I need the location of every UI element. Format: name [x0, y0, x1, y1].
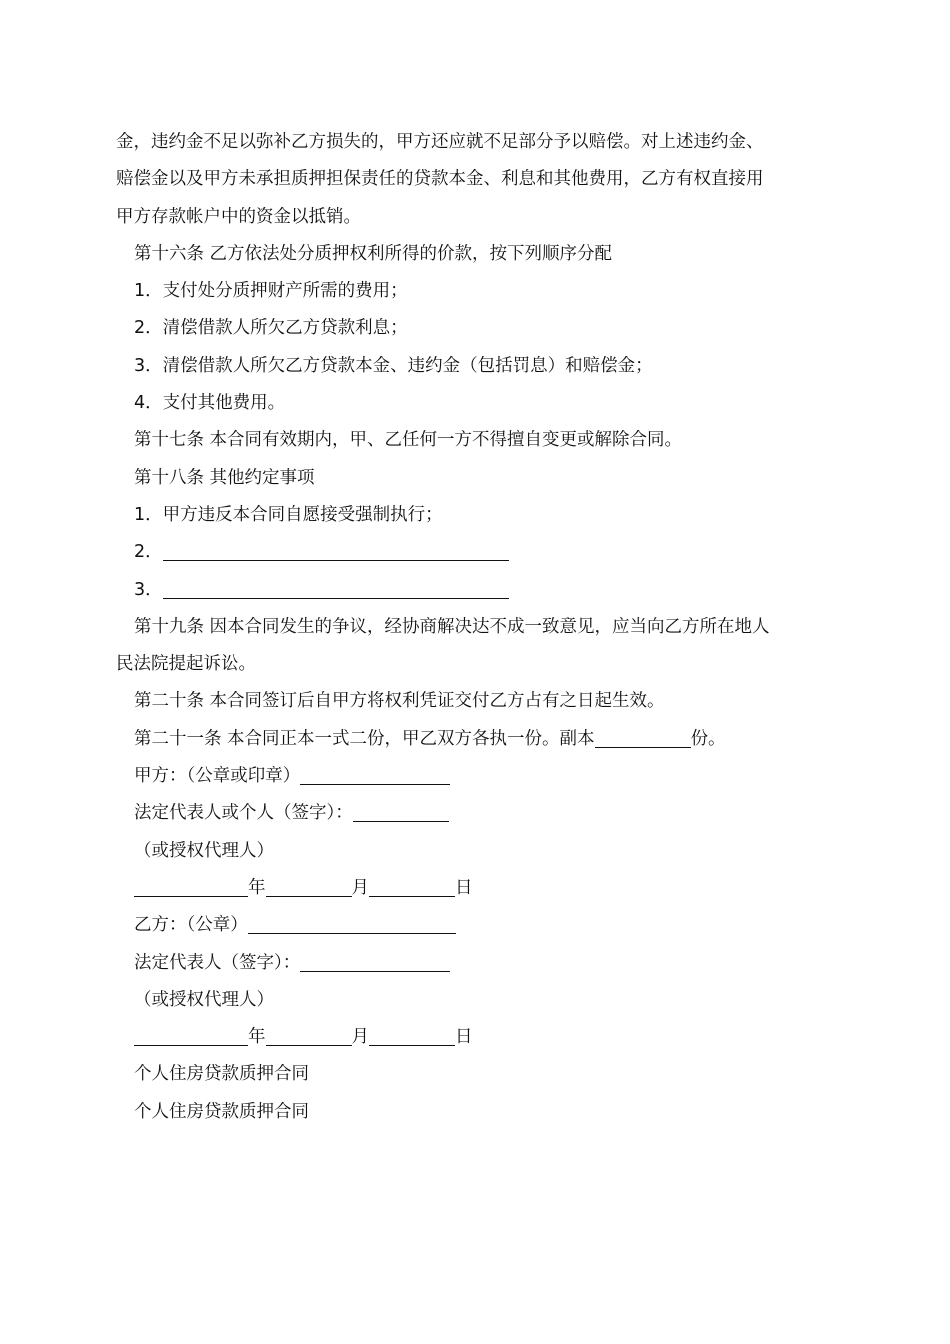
party-b-agent: （或授权代理人）: [134, 989, 274, 1010]
article18-item-2-blank[interactable]: [163, 536, 509, 561]
article16-item-1: 1．支付处分质押财产所需的费用；: [134, 281, 408, 302]
article21: [116, 721, 838, 758]
article18-item-1: 1．甲方违反本合同自愿接受强制执行；: [134, 504, 443, 525]
day-label: 日: [455, 1027, 473, 1048]
para1-line3: 甲方存款帐户中的资金以抵销。: [116, 206, 361, 227]
para1-line2: 赔偿金以及甲方未承担质押担保责任的贷款本金、利息和其他费用，乙方有权直接用: [116, 169, 764, 190]
article18-item-2-prefix: 2．: [134, 542, 163, 563]
article18-item-3-blank[interactable]: [163, 574, 509, 599]
article18-heading: 第十八条 其他约定事项: [134, 467, 315, 488]
party-b-rep-label: 法定代表人（签字）：: [134, 952, 301, 973]
party-a-signature-blank[interactable]: [353, 797, 449, 822]
party-b-year-blank[interactable]: [134, 1021, 248, 1046]
party-a-agent: （或授权代理人）: [134, 840, 274, 861]
article16-heading: 第十六条 乙方依法处分质押权利所得的价款，按下列顺序分配: [134, 243, 613, 264]
party-b-representative: [116, 945, 838, 982]
party-b-signature-blank[interactable]: [300, 947, 450, 972]
article18-item-3-prefix: 3．: [134, 579, 163, 600]
party-a-date: [116, 870, 838, 907]
article17: 第十七条 本合同有效期内，甲、乙任何一方不得擅自变更或解除合同。: [134, 430, 683, 451]
month-label: 月: [351, 877, 369, 898]
party-b-month-blank[interactable]: [266, 1021, 352, 1046]
party-a-month-blank[interactable]: [266, 872, 352, 897]
party-b-label: 乙方：（公章）: [134, 915, 248, 936]
footer-title-2: 个人住房贷款质押合同: [134, 1101, 309, 1122]
party-a-representative: [116, 795, 838, 832]
party-b-day-blank[interactable]: [369, 1021, 455, 1046]
party-a-rep-label: 法定代表人或个人（签字）：: [134, 803, 353, 824]
article19-line1: 第十九条 因本合同发生的争议，经协商解决达不成一致意见，应当向乙方所在地人: [134, 616, 770, 637]
article18-item-3: [116, 572, 838, 609]
party-a-label: 甲方：（公章或印章）: [134, 766, 301, 787]
day-label: 日: [455, 877, 473, 898]
footer-title-1: 个人住房贷款质押合同: [134, 1064, 309, 1085]
party-a-seal: [116, 758, 838, 795]
party-a-seal-blank[interactable]: [300, 760, 450, 785]
party-b-seal-blank[interactable]: [248, 909, 456, 934]
article21-text: 第二十一条 本合同正本一式二份，甲乙双方各执一份。副本: [134, 728, 595, 749]
article16-item-4: 4．支付其他费用。: [134, 393, 286, 414]
party-b-date: [116, 1019, 838, 1056]
party-b-seal: [116, 907, 838, 944]
party-a-year-blank[interactable]: [134, 872, 248, 897]
article16-item-2: 2．清偿借款人所欠乙方贷款利息；: [134, 318, 408, 339]
article21-suffix: 份。: [690, 728, 726, 749]
year-label: 年: [248, 1027, 266, 1048]
copies-count-blank[interactable]: [595, 723, 691, 748]
contract-body: [116, 124, 838, 1131]
year-label: 年: [248, 877, 266, 898]
para1-line1: 金，违约金不足以弥补乙方损失的，甲方还应就不足部分予以赔偿。对上述违约金、: [116, 132, 764, 152]
article18-item-2: [116, 534, 838, 571]
party-a-day-blank[interactable]: [369, 872, 455, 897]
article19-line2: 民法院提起诉讼。: [116, 654, 256, 675]
article16-item-3: 3．清偿借款人所欠乙方贷款本金、违约金（包括罚息）和赔偿金；: [134, 355, 653, 376]
article20: 第二十条 本合同签订后自甲方将权利凭证交付乙方占有之日起生效。: [134, 691, 665, 712]
month-label: 月: [351, 1027, 369, 1048]
